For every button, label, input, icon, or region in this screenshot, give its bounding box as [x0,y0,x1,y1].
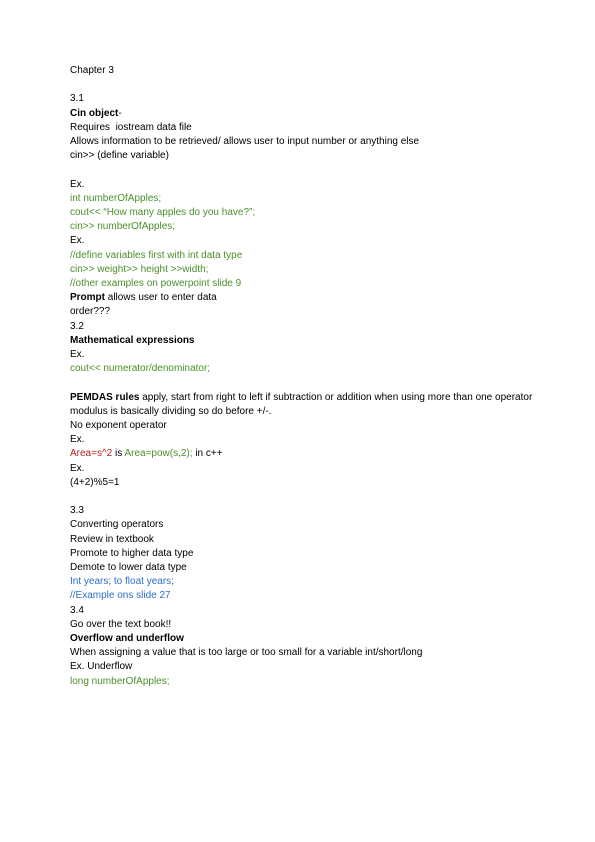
section-number-3-4: 3.4 [70,604,84,616]
area-math-notation: Area=s^2 [70,448,113,460]
cin-object-title: Cin object [70,107,119,119]
spacer [70,376,570,390]
prompt-desc: allows user to enter data [105,292,217,304]
spacer [70,163,570,177]
text-line: Allows information to be retrieved/ allows user to input number or anything else [70,136,420,147]
pemdas-paragraph [70,391,570,419]
area-example-line [70,447,570,461]
text-line: Promote to higher data type [70,547,194,559]
section-title-math-expressions: Mathematical expressions [70,334,195,346]
example-label: Ex. [70,462,85,474]
text-line: Converting operators [70,519,164,531]
text-line: cin>> (define variable) [70,150,169,162]
text-line: Demote to lower data type [70,562,187,574]
example-label: Ex. [70,235,85,247]
prompt-term: Prompt [70,292,105,304]
code-line: int numberOfApples; [70,192,162,204]
example-label: Ex. [70,178,85,190]
code-line: cin>> numberOfApples; [70,221,176,233]
text-line: Review in textbook [70,533,154,545]
section-number-3-2: 3.2 [70,320,84,332]
section-number-3-1: 3.1 [70,93,84,105]
text-line: Go over the text book!! [70,618,172,630]
code-line: //other examples on powerpoint slide 9 [70,278,242,290]
code-line: cin>> weight>> height >>width; [70,263,209,275]
example-label: Ex. [70,434,85,446]
modulus-example: (4+2)%5=1 [70,476,120,488]
cin-object-dash: - [118,107,122,119]
pemdas-desc: apply, start from right to left if subtraction or addition when using more than one operator modulus is basically dividing so do before +/-. [70,391,533,417]
code-line: //Example ons slide 27 [70,590,171,602]
code-line: //define variables first with int data type [70,249,243,261]
prompt-line [70,291,570,305]
example-label: Ex. Underflow [70,661,133,673]
area-is: is [112,448,125,460]
spacer [70,78,570,92]
text-line: No exponent operator [70,420,167,432]
code-line: Int years; to float years; [70,576,174,588]
area-tail: in c++ [192,448,223,460]
text-line: Requires iostream data file [70,121,192,133]
chapter-heading: Chapter 3 [70,65,114,76]
section-title-overflow: Overflow and underflow [70,633,184,645]
text-line: When assigning a value that is too large or too small for a variable int/short/long [70,647,423,659]
text-line: order??? [70,306,111,318]
code-line: long numberOfApples; [70,675,170,687]
code-line: cout<< numerator/denominator; [70,363,211,375]
section-number-3-3: 3.3 [70,505,84,517]
area-pow-code: Area=pow(s,2); [124,448,193,460]
spacer [70,490,570,504]
pemdas-term: PEMDAS rules [70,391,140,403]
document-page [70,64,570,689]
code-line: cout<< “How many apples do you have?”; [70,207,256,218]
example-label: Ex. [70,349,85,361]
section-title-cin-object [70,107,570,121]
